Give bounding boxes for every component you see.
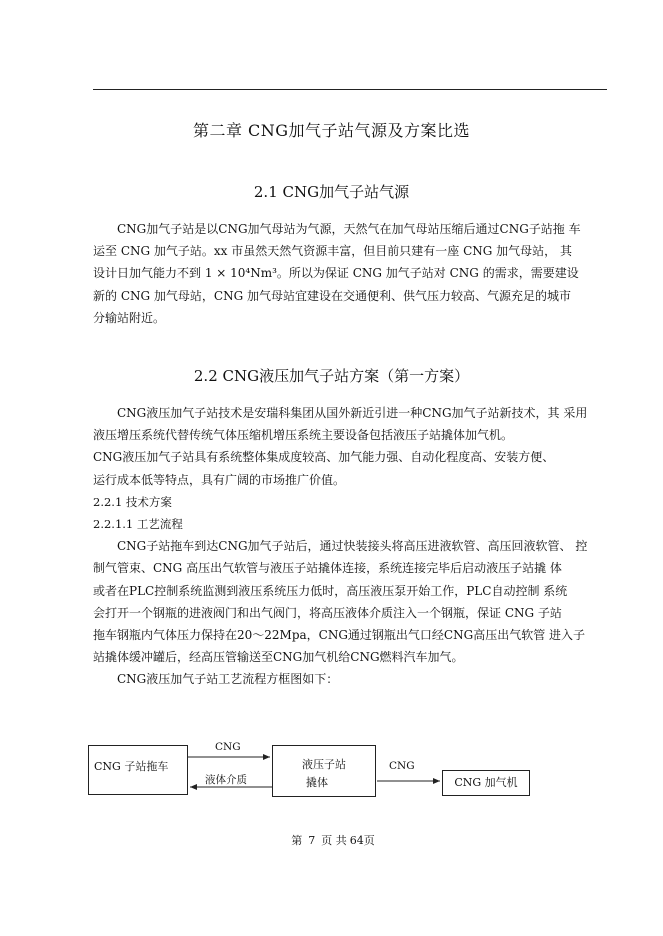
box-skid-label-1: 液压子站 — [302, 758, 346, 771]
footer-prefix: 第 — [291, 834, 303, 847]
box-hydraulic-skid — [272, 745, 376, 797]
subsection-2-2-1-1-title: 2.2.1.1 工艺流程 — [93, 517, 183, 532]
arrow-label-cng-1: CNG — [215, 741, 241, 753]
text-line: 站撬体缓冲罐后，经高压管输送至CNG加气机给CNG燃料汽车加气。 — [93, 650, 464, 665]
text-line: 会打开一个钢瓶的进液阀门和出气阀门，将高压液体介质注入一个钢瓶，保证 CNG 子站 — [93, 605, 562, 620]
text-line: CNG液压加气子站技术是安瑞科集团从国外新近引进一种CNG加气子站新技术，其 采用 — [117, 406, 588, 420]
subsection-2-2-1-title: 2.2.1 技术方案 — [93, 494, 172, 509]
text-line: CNG子站拖车到达CNG加气子站后，通过快装接头将高压进液软管、高压回液软管、 控 — [117, 539, 588, 554]
flow-intro-line: CNG液压加气子站工艺流程方框图如下： — [117, 672, 339, 687]
section-2-1-title: 2.1 CNG加气子站气源 — [253, 183, 410, 201]
text-line: 分输站附近。 — [93, 310, 166, 325]
footer-total-pages: 64 — [349, 834, 364, 847]
text-line: 或者在PLC控制系统监测到液压系统压力低时，高压液压泵开始工作，PLC自动控制 系统 — [93, 583, 568, 598]
text-line: 拖车钢瓶内气体压力保持在20～22Mpa，CNG通过钢瓶出气口经CNG高压出气软管 进入子 — [93, 628, 586, 643]
box-cng-dispenser-label: CNG 加气机 — [454, 776, 518, 789]
box-skid-label-2: 撬体 — [306, 776, 328, 789]
text-line: CNG加气子站是以CNG加气母站为气源，天然气在加气母站压缩后通过CNG子站拖 车 — [117, 222, 581, 236]
footer-mid: 页 共 — [321, 834, 347, 847]
chapter-title: 第二章 CNG加气子站气源及方案比选 — [192, 121, 471, 140]
box-cng-dispenser — [442, 770, 530, 796]
text-line: 设计日加气能力不到 1 × 10⁴Nm³。所以为保证 CNG 加气子站对 CNG 的需求，需要建设 — [93, 266, 579, 281]
box-cng-trailer — [88, 745, 188, 795]
text-line: 液压增压系统代替传统气体压缩机增压系统主要设备包括液压子站撬体加气机。 — [93, 428, 514, 443]
page-footer — [0, 832, 663, 848]
footer-page-number: 7 — [308, 834, 316, 847]
text-line: 运至 CNG 加气子站。xx 市虽然天然气资源丰富，但目前只建有一座 CNG 加气母站， 其 — [93, 244, 572, 259]
arrow-label-liquid-medium: 液体介质 — [205, 774, 247, 786]
box-cng-trailer-label: CNG 子站拖车 — [94, 760, 169, 773]
text-line: CNG液压加气子站具有系统整体集成度较高、加气能力强、自动化程度高、安装方便、 — [93, 450, 555, 465]
arrow-label-cng-2: CNG — [389, 760, 415, 772]
text-line: 运行成本低等特点，具有广阔的市场推广价值。 — [93, 472, 346, 487]
footer-suffix: 页 — [363, 834, 375, 847]
text-line: 制气管束、CNG 高压出气软管与液压子站撬体连接，系统连接完毕后启动液压子站撬 体 — [93, 561, 562, 576]
text-line: 新的 CNG 加气母站，CNG 加气母站宜建设在交通便利、供气压力较高、气源充足的城市 — [93, 288, 571, 303]
section-2-2-title: 2.2 CNG液压加气子站方案（第一方案） — [193, 367, 470, 385]
